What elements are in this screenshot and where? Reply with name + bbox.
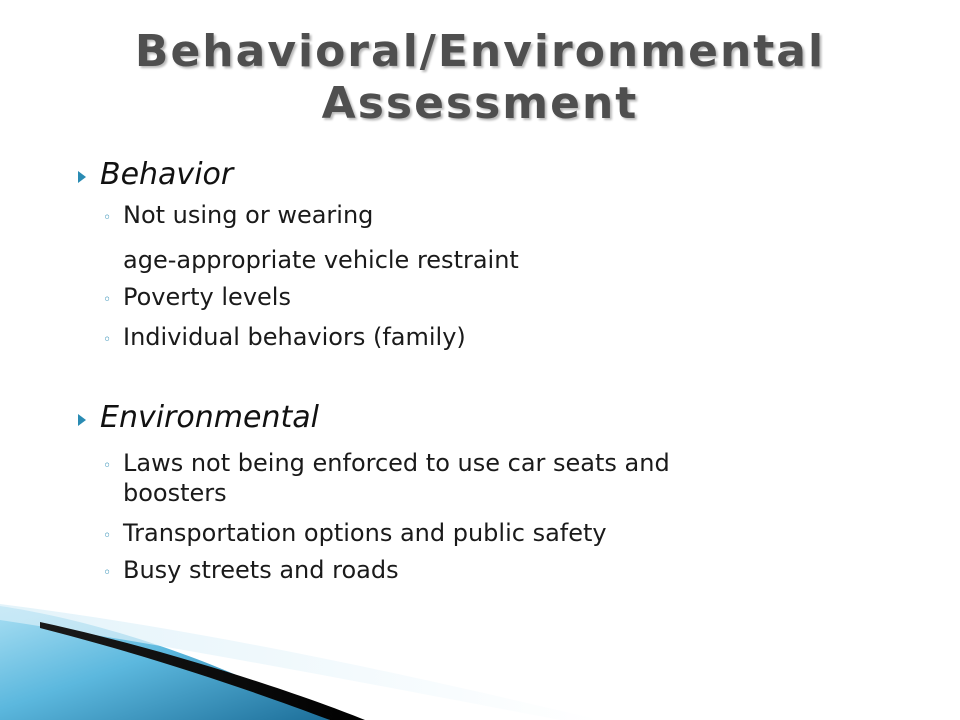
triangle-right-icon: [78, 171, 86, 183]
hollow-circle-icon: ◦: [103, 565, 112, 581]
list-item: Busy streets and roads: [123, 556, 399, 584]
hollow-circle-icon: ◦: [103, 332, 112, 348]
section-heading-behavior: Behavior: [100, 157, 234, 192]
list-item: Not using or wearing: [123, 201, 374, 229]
list-item: Transportation options and public safety: [123, 519, 607, 547]
hollow-circle-icon: ◦: [103, 210, 112, 226]
list-item: Laws not being enforced to use car seats and: [123, 449, 670, 477]
list-item: age-appropriate vehicle restraint: [123, 246, 519, 274]
triangle-right-icon: [78, 414, 86, 426]
list-item: Individual behaviors (family): [123, 323, 466, 351]
hollow-circle-icon: ◦: [103, 528, 112, 544]
hollow-circle-icon: ◦: [103, 458, 112, 474]
title-line-1: Behavioral/Environmental: [134, 26, 826, 77]
list-item: boosters: [123, 479, 227, 507]
title-line-2: Assessment: [321, 78, 639, 129]
hollow-circle-icon: ◦: [103, 292, 112, 308]
section-heading-environmental: Environmental: [100, 400, 319, 435]
list-item: Poverty levels: [123, 283, 291, 311]
